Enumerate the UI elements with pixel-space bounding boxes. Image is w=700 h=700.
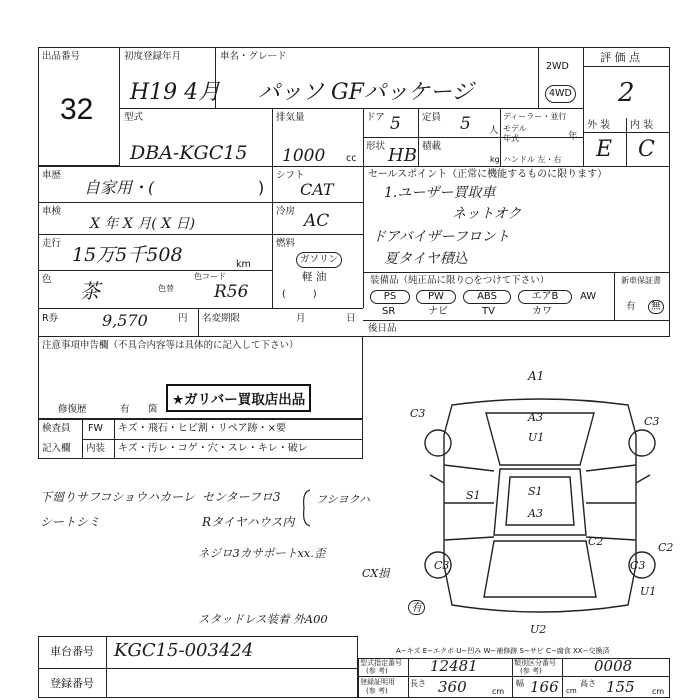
diagram-mark-c2-far: C2: [658, 541, 674, 554]
capacity-value: 5: [460, 114, 471, 134]
spec-col-1: [408, 658, 409, 698]
lot-number-label: 出品番号: [42, 51, 81, 62]
chassis-value: KGC15-003424: [114, 640, 254, 661]
fuel-diesel: 軽 油: [302, 271, 327, 283]
shape-label: 形状: [366, 141, 386, 152]
height-label: 高さ: [580, 679, 596, 688]
car-name-label: 車名・グレード: [220, 51, 287, 62]
col-line-warranty: [614, 272, 615, 320]
row-line-right-1: [272, 202, 363, 203]
equip-pw: PW: [416, 290, 456, 304]
doors-value: 5: [390, 114, 401, 134]
rating-split: [626, 118, 627, 166]
spec-col-2: [512, 658, 513, 698]
name-change-label: 名変期限: [202, 313, 241, 324]
equip-leather: カワ: [532, 306, 552, 317]
class-sub: (参 考): [520, 667, 542, 675]
chassis-label: 車台番号: [50, 645, 94, 658]
rating-line-2: [583, 132, 670, 133]
checker-col-2: [114, 419, 115, 459]
first-reg-value: H19 4月: [130, 80, 221, 105]
col-line-rating: [583, 47, 584, 166]
diagram-mark-c3-wheel-l: C3: [434, 559, 450, 572]
checker-col-1: [82, 419, 83, 459]
checker-row-1: キズ・飛石・ヒビ割・リペア跡・×要: [118, 423, 286, 434]
model-label: 型式: [124, 112, 144, 123]
equip-sr: SR: [382, 306, 396, 317]
length-unit: cm: [492, 687, 505, 696]
diagram-mark-u1-hood: U1: [528, 431, 545, 444]
history-close-paren: ): [258, 178, 265, 197]
rear-seat-label: 後日品: [368, 323, 397, 334]
diagram-mark-u2-bottom: U2: [530, 623, 547, 636]
sales-point-label: セールスポイント（正常に機能するものに限ります）: [368, 169, 608, 180]
color-label: 色: [42, 274, 52, 285]
row-line-mid: [363, 137, 583, 138]
exterior-value: E: [596, 137, 613, 162]
length-value: 360: [438, 678, 467, 696]
checker-label-1: 検査員: [42, 423, 71, 434]
equip-abs: ABS: [463, 290, 511, 304]
notes-stamp: ★ガリバー買取店出品: [166, 384, 311, 412]
diagram-mark-a3-roof: A3: [528, 507, 543, 520]
shift-label: シフト: [276, 170, 305, 181]
height-value: 155: [606, 678, 635, 696]
row-line-color: [38, 270, 272, 271]
equip-navi: ナビ: [428, 306, 448, 317]
checker-label-2: 記入欄: [42, 443, 71, 454]
model-year-label-2: 年式: [503, 134, 519, 143]
shape-value: HB: [388, 145, 417, 166]
lot-number-value: 32: [60, 93, 94, 126]
diagram-legend: A−キズ E−エクボ U−凹み W−補修跡 S−サビ C−腐食 XX−交換済: [396, 647, 610, 655]
aircon-value: AC: [304, 211, 330, 231]
dealer-label: ディーラー・並行: [503, 112, 567, 121]
row-line-2: [38, 166, 670, 167]
drive-4wd: 4WD: [545, 85, 576, 103]
handle-label: ハンドル 左・右: [503, 155, 562, 164]
width-value: 166: [530, 678, 559, 696]
bottom-col: [106, 636, 107, 698]
diagram-mark-c3-wheel-r: C3: [630, 559, 646, 572]
length-label: 長さ: [410, 679, 426, 688]
inspector-note-7: スタッドレス装着 外A00: [198, 612, 328, 626]
spec-mid: [358, 676, 670, 677]
warranty-yes: 有: [626, 301, 636, 312]
name-change-month: 月: [296, 313, 306, 324]
equipment-top-line: [363, 272, 670, 273]
mileage-value: 15万5千508: [72, 244, 183, 266]
fuel-label: 燃料: [276, 238, 296, 249]
reg-cert-sub: (参 考): [366, 687, 388, 695]
car-name-value: パッソ GFパッケージ: [258, 80, 474, 105]
displacement-unit: cc: [346, 153, 357, 164]
col-line-center: [363, 166, 364, 308]
recycle-value: 9,570: [102, 311, 148, 330]
spec-col-3: [562, 658, 563, 698]
inspector-note-5: フシヨクハ: [316, 493, 370, 506]
equip-aw: AW: [580, 291, 597, 302]
repair-label: 修復歴: [58, 404, 87, 415]
class-label: 類別区分番号: [514, 659, 556, 667]
diagram-mark-s1-left: S1: [466, 489, 481, 502]
inspection-label: 車検: [42, 206, 62, 217]
load-unit: kg: [490, 155, 500, 164]
reg-cert-label: 登録証明用: [360, 678, 395, 686]
load-label: 積載: [422, 141, 442, 152]
rating-line: [583, 66, 670, 67]
diagram-mark-yes: 有: [408, 600, 425, 615]
model-year-label-1: モデル: [503, 124, 527, 133]
displacement-label: 排気量: [276, 112, 305, 123]
history-value: 自家用・(: [84, 178, 155, 197]
rating-value: 2: [618, 78, 635, 108]
shift-value: CAT: [300, 180, 334, 199]
diagram-mark-s1-roof: S1: [528, 485, 543, 498]
displacement-value: 1000: [282, 146, 326, 166]
row-line-mileage: [38, 234, 272, 235]
diagram-mark-c3-right: C3: [644, 415, 660, 428]
inspector-note-bracket: [300, 488, 316, 528]
checker-interior: 内装: [86, 443, 106, 454]
width-label: 幅: [516, 679, 524, 688]
color-code-value: R56: [214, 282, 249, 302]
diagram-mark-a3-hood: A3: [528, 411, 543, 424]
width-unit: cm: [566, 687, 577, 695]
checker-row-2: キズ・汚レ・コゲ・穴・スレ・キレ・破レ: [118, 443, 308, 454]
notes-label: 注意事項申告欄（不具合内容等は具体的に記入して下さい）: [42, 340, 299, 351]
warranty-no: 無: [648, 300, 664, 314]
interior-label: 内 装: [630, 120, 654, 131]
inspector-note-6: ネジロ3カサポートxx.歪: [198, 546, 326, 560]
inspector-note-4: Rタイヤハウス内: [202, 515, 295, 529]
mileage-unit: km: [236, 259, 251, 270]
model-spec-label: 型式指定番号: [360, 659, 402, 667]
color-change-label: 色替: [158, 284, 174, 293]
reg-number-label: 登録番号: [50, 677, 94, 690]
capacity-unit: 人: [489, 125, 499, 136]
sales-point-line-3: ドアバイザーフロント: [372, 229, 510, 245]
row-line-right-2: [272, 234, 363, 235]
equipment-label: 装備品（純正品に限り○をつけて下さい）: [370, 275, 550, 286]
capacity-label: 定員: [422, 112, 442, 123]
aircon-label: 冷房: [276, 206, 296, 217]
car-damage-diagram: [400, 365, 680, 645]
fuel-gas: ガソリン: [296, 252, 342, 268]
row-line-inspection: [38, 202, 272, 203]
warranty-label: 新車保証書: [621, 276, 661, 285]
drive-2wd: 2WD: [546, 61, 569, 72]
model-spec-value: 12481: [430, 657, 478, 675]
recycle-unit: 円: [178, 313, 188, 324]
color-code-label: 色コード: [194, 272, 226, 281]
equip-ps: PS: [370, 290, 410, 304]
name-change-day: 日: [346, 313, 356, 324]
height-unit: cm: [652, 687, 665, 696]
inspector-note-3: センターフロ3: [202, 490, 281, 504]
class-value: 0008: [594, 657, 633, 675]
model-spec-sub: (参 考): [366, 667, 388, 675]
diagram-hood-label: CX損: [362, 567, 390, 580]
color-value: 茶: [80, 279, 100, 303]
col-line-displacement: [272, 108, 273, 166]
inspection-value: X 年 X 月( X 日): [90, 216, 196, 232]
interior-value: C: [638, 137, 655, 162]
exterior-label: 外 装: [587, 120, 611, 131]
repair-box: 箇: [148, 404, 158, 415]
sales-point-line-1: 1.ユーザー買取車: [384, 185, 496, 201]
diagram-mark-c2-right: C2: [588, 535, 604, 548]
repair-value: 有: [120, 404, 130, 415]
col-line-left-right: [272, 166, 273, 308]
recycle-label: R券: [42, 313, 59, 324]
mileage-label: 走行: [42, 238, 62, 249]
col-line-name-change: [198, 308, 199, 337]
equip-airbag: エアB: [518, 290, 572, 304]
rating-label: 評 価 点: [600, 51, 640, 64]
sales-point-line-4: 夏タイヤ積込: [384, 251, 468, 267]
doors-label: ドア: [366, 112, 385, 123]
diagram-mark-u1-rear: U1: [640, 585, 657, 598]
row-line-1: [120, 108, 583, 109]
equipment-bottom-line: [363, 320, 670, 321]
sales-point-line-2: ネットオク: [452, 206, 522, 222]
first-reg-label: 初度登録年月: [124, 51, 182, 62]
model-value: DBA-KGC15: [130, 142, 248, 164]
col-line-drive: [538, 47, 539, 108]
inspector-note-1: 下廻りサフコショウハカーレ: [40, 490, 195, 504]
model-year-value: 年: [568, 131, 578, 142]
equip-tv: TV: [482, 306, 495, 317]
diagram-mark-a1-top: A1: [528, 369, 545, 383]
row-line-recycle: [38, 308, 363, 309]
checker-fw: FW: [88, 423, 103, 434]
history-label: 車歴: [42, 170, 62, 181]
checker-mid: [82, 439, 363, 440]
diagram-mark-c3-left: C3: [410, 407, 426, 420]
bottom-mid: [38, 668, 358, 669]
inspector-note-2: シートシミ: [40, 515, 101, 529]
fuel-paren: ( ): [282, 289, 317, 300]
